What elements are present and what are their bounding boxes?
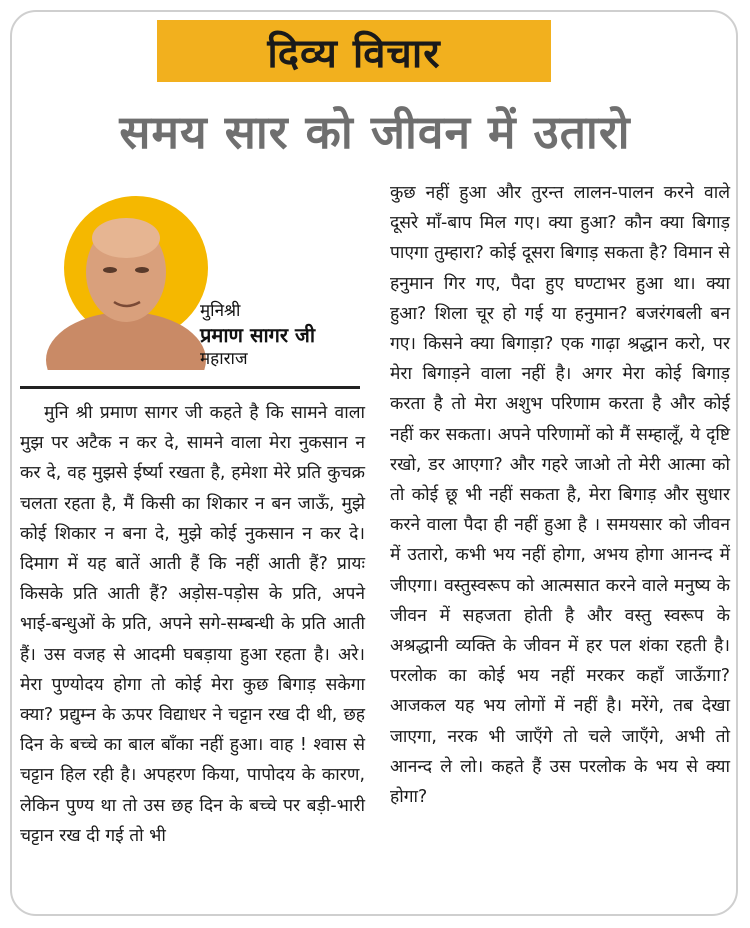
column-banner (157, 20, 551, 82)
author-portrait (44, 190, 224, 370)
article-column-right: कुछ नहीं हुआ और तुरन्त लालन-पालन करने वाले दूसरे माँ-बाप मिल गए। क्या हुआ? कौन क्या बिगाड़ पाएगा तुम्हारा? कोई दूसरा बिगाड़ सकता है? विमान से हनुमान गिर गए, पैदा हुए घण्टाभर हुआ था। क्या हुआ? शिला चूर हो गई या हनुमान? बजरंगबली बन गए। किसने क्या बिगाड़ा? एक गाढ़ा श्रद्धान करो, पर मेरा बिगाड़ने वाला नहीं है। अगर मेरा कोई बिगाड़ करता है तो मेरा अशुभ परिणाम करता है और कोई नहीं कर सकता। अपने परिणामों को मैं सम्हालूँ, ये दृष्टि रखो, डर आएगा? और गहरे जाओ तो मेरी आत्मा को तो कोई छू भी नहीं सकता है, मेरा बिगाड़ और सुधार करने वाला पैदा ही नहीं हुआ है । समयसार को जीवन में उतारो, कभी भय नहीं होगा, अभय होगा आनन्द में जीएगा। वस्तुस्वरूप को आत्मसात करने वाले मनुष्य के जीवन में सहजता होती है और वस्तु स्वरूप के अश्रद्धानी व्यक्ति के जीवन में हर पल शंका रहती है। परलोक का कोई भय नहीं मरकर कहाँ जाऊँगा? आजकल यह भय लोगों में नहीं है। मरेंगे, तब देखा जाएगा, नरक भी जाएँगे तो चले जाएँगे, अभी तो आनन्द ले लो। कहते हैं उस परलोक के भय से क्या होगा? (390, 183, 730, 808)
left-eye (103, 267, 117, 273)
author-byline (200, 300, 370, 370)
byline-suffix: महाराज (200, 349, 248, 370)
byline-title: मुनिश्री (200, 301, 241, 321)
byline-name: प्रमाण सागर जी (200, 323, 316, 348)
forehead (92, 218, 160, 258)
right-eye (135, 267, 149, 273)
divider-rule (20, 386, 360, 389)
article-column-left: मुनि श्री प्रमाण सागर जी कहते है कि सामने वाला मुझ पर अटैक न कर दे, सामने वाला मेरा नुकसान न कर दे, वह मुझसे ईर्ष्या रखता है, हमेशा मेरे प्रति कुचक्र चलता रहता है, मैं किसी का शिकार न बन जाऊँ, मुझे कोई शिकार न बना दे, मुझे कोई नुकसान न कर दे। दिमाग में यह बातें आती हैं कि नहीं आती हैं? प्रायः किसके प्रति आती हैं? अड़ोस-पड़ोस के प्रति, अपने भाई-बन्धुओं के प्रति, अपने सगे-सम्बन्धी के प्रति आती हैं। उस वजह से आदमी घबड़ाया हुआ रहता है। अरे। मेरा पुण्योदय होगा तो कोई मेरा कुछ बिगाड़ सकेगा क्या? प्रद्युम्न के ऊपर विद्याधर ने चट्टान रख दी थी, छह दिन के बच्चे का बाल बाँका नहीं हुआ। वाह ! श्वास से चट्टान हिल रही है। अपहरण किया, पापोदय के कारण, लेकिन पुण्य था तो उस छह दिन के बच्चे पर बड़ी-भारी चट्टान रख दी गई तो भी (20, 403, 365, 846)
headline: समय सार को जीवन में उतारो (119, 105, 631, 159)
banner-title: दिव्य विचार (267, 30, 441, 77)
